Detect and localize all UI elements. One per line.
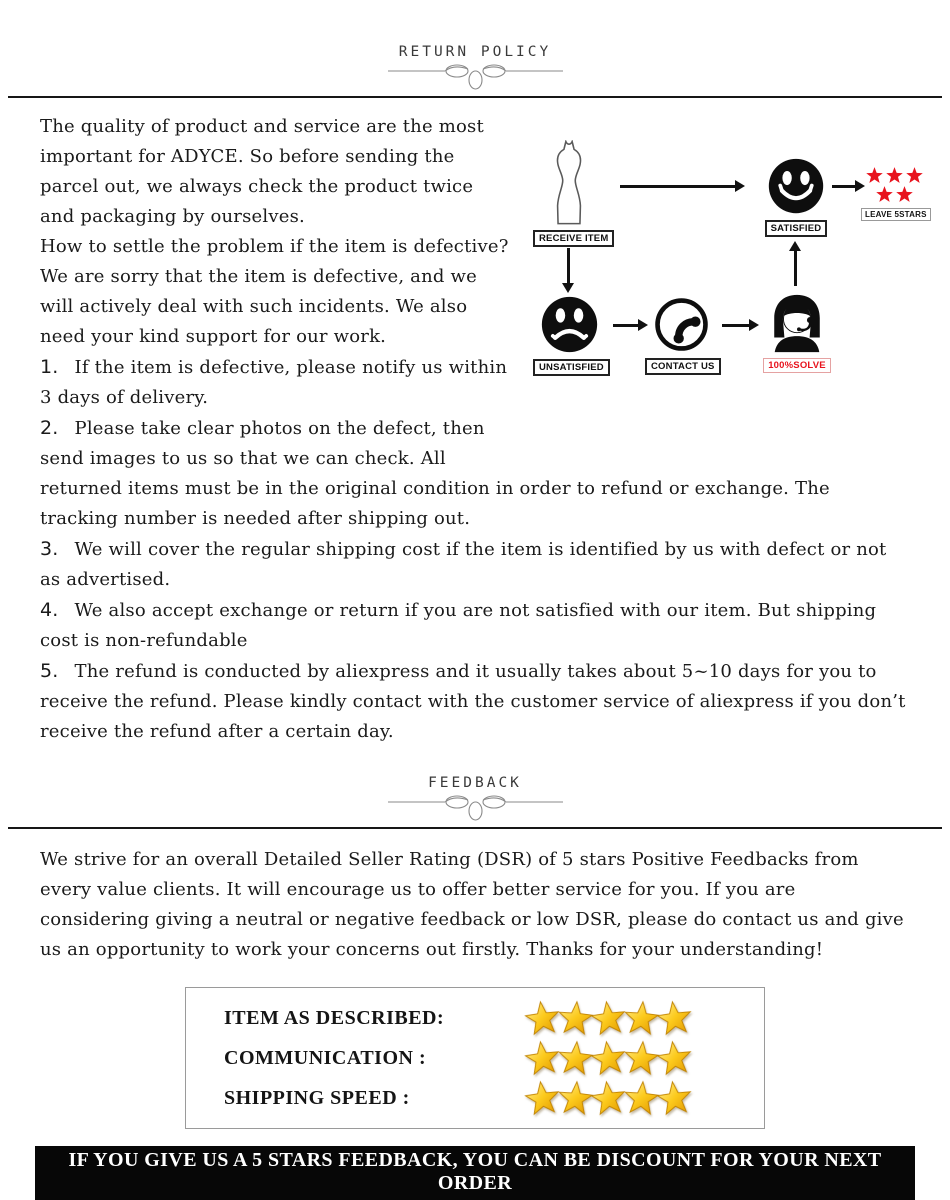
flow-node-leave-stars	[861, 166, 927, 221]
contact-us-label: CONTACT US	[645, 358, 721, 375]
item-1-number: 1.	[40, 356, 59, 378]
gold-stars-icon	[526, 1080, 691, 1117]
return-policy-header	[0, 0, 950, 90]
gold-stars-icon	[526, 1000, 691, 1037]
item-5-number: 5.	[40, 660, 59, 682]
policy-item-3	[40, 534, 910, 595]
satisfied-label: SATISFIED	[765, 220, 828, 237]
dsr-paragraph: We strive for an overall Detailed Seller Rating (DSR) of 5 stars Positive Feedbacks from every value clients. It will encourage us to offer better service for you. If you are considering giving a neutral or negative feedback or low DSR, please do contact us and give us an opportunity to work your concerns out firstly. Thanks for your understanding!	[40, 849, 904, 960]
flow-node-contact-us	[645, 295, 717, 375]
feedback-title: FEEDBACK	[428, 775, 522, 791]
item-4-number: 4.	[40, 599, 59, 621]
rating-row-shipping-speed	[224, 1078, 764, 1118]
flow-node-satisfied	[760, 156, 832, 237]
flow-node-receive-item	[533, 140, 609, 247]
item-5-text: The refund is conducted by aliexpress and it usually takes about 5~10 days for you to receive the refund. Please kindly contact with the customer service of aliexpress if you don’t receive the refund after a certain day.	[40, 661, 906, 742]
phone-icon	[652, 295, 711, 354]
policy-item-4	[40, 595, 910, 656]
arrow-receive-to-unsatisfied	[567, 248, 570, 284]
arrow-satisfied-to-stars	[832, 185, 856, 188]
arrow-unsatisfied-to-contact	[613, 324, 639, 327]
rating-label: ITEM AS DESCRIBED:	[224, 1006, 445, 1029]
flourish-ornament-icon	[388, 62, 563, 90]
rating-row-item-as-described	[224, 998, 764, 1038]
flow-node-unsatisfied	[533, 294, 605, 376]
item-4-text: We also accept exchange or return if you are not satisfied with our item. But shipping cost is non-refundable	[40, 600, 877, 651]
discount-banner: IF YOU GIVE US A 5 STARS FEEDBACK, YOU CAN BE DISCOUNT FOR YOUR NEXT ORDER	[35, 1146, 915, 1200]
rating-label: COMMUNICATION :	[224, 1046, 427, 1069]
quality-paragraph: The quality of product and service are the most important for ADYCE. So before sending the parcel out, we always check the product twice and packaging by ourselves.	[40, 116, 484, 227]
arrow-contact-to-solve	[722, 324, 750, 327]
return-policy-body	[0, 98, 950, 747]
customer-service-icon	[766, 292, 828, 354]
leave-5stars-label: LEAVE 5STARS	[861, 208, 931, 221]
feedback-header	[0, 747, 950, 821]
unsatisfied-label: UNSATISFIED	[533, 359, 610, 376]
item-2-text: Please take clear photos on the defect, then send images to us so that we can check. All returned items must be in the original condition in order to refund or exchange. The tracking number is needed after shipping out.	[40, 418, 830, 529]
receive-item-label: RECEIVE ITEM	[533, 230, 614, 247]
item-3-number: 3.	[40, 538, 59, 560]
five-red-stars-icon	[862, 166, 926, 204]
sad-face-icon	[539, 294, 600, 355]
flow-node-solve	[761, 292, 833, 373]
item-3-text: We will cover the regular shipping cost if the item is identified by us with defect or not as advertised.	[40, 539, 887, 590]
happy-face-icon	[766, 156, 826, 216]
settle-problem-paragraph: How to settle the problem if the item is defective? We are sorry that the item is defective, and we will actively deal with such incidents. We also need your kind support for our work.	[40, 236, 509, 347]
gold-stars-icon	[526, 1040, 691, 1077]
arrow-receive-to-satisfied	[620, 185, 736, 188]
return-policy-title: RETURN POLICY	[398, 44, 552, 60]
policy-item-5	[40, 656, 910, 747]
rating-label: SHIPPING SPEED :	[224, 1086, 410, 1109]
return-flowchart	[525, 112, 945, 468]
arrow-solve-to-satisfied	[794, 250, 797, 286]
flourish-ornament-icon	[388, 793, 563, 821]
rating-row-communication	[224, 1038, 764, 1078]
dress-icon	[542, 140, 596, 226]
solve-label: 100%SOLVE	[763, 358, 831, 373]
rating-table	[185, 987, 765, 1129]
item-1-text: If the item is defective, please notify us within 3 days of delivery.	[40, 357, 508, 408]
item-2-number: 2.	[40, 417, 59, 439]
